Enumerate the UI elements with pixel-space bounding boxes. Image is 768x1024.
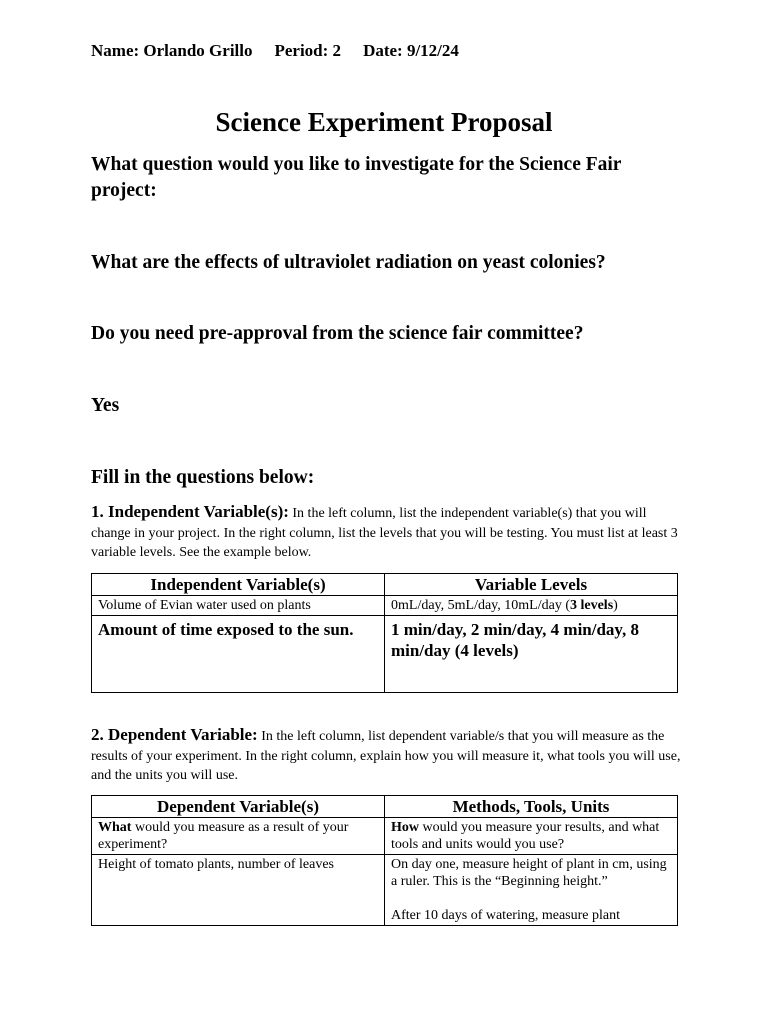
section-dependent-variable-instructions: [91, 725, 681, 786]
page-title: Science Experiment Proposal: [215, 107, 553, 137]
question-investigate: What question would you like to investigate for the Science Fair project:: [91, 154, 622, 201]
answer-independent-variable: Amount of time exposed to the sun.: [92, 616, 385, 693]
example-levels-text: 0mL/day, 5mL/day, 10mL/day (: [391, 598, 570, 613]
prompt-what-keyword: What: [98, 820, 132, 835]
submission-date: Date: 9/12/24: [363, 41, 459, 60]
section-dependent-variable-label: 2. Dependent Variable:: [91, 725, 258, 744]
table-row-example: [92, 596, 678, 616]
example-methods-after-10-days: After 10 days of watering, measure plant: [391, 908, 620, 923]
question-pre-approval: Do you need pre-approval from the science fair committee?: [91, 323, 584, 344]
answer-pre-approval: Yes: [91, 395, 120, 416]
table-row-prompt: [92, 818, 678, 855]
table-row-example: [92, 855, 678, 926]
prompt-how-text: would you measure your results, and what tools and units would you use?: [391, 820, 660, 852]
column-header-dependent-variables: Dependent Variable(s): [92, 796, 385, 818]
answer-investigate: What are the effects of ultraviolet radiation on yeast colonies?: [91, 252, 606, 273]
fill-in-heading: Fill in the questions below:: [91, 467, 315, 488]
example-methods-day-one: On day one, measure height of plant in cm, using a ruler. This is the “Beginning height.”: [391, 857, 667, 889]
class-period: Period: 2: [274, 41, 342, 60]
example-dependent-variable: Height of tomato plants, number of leaves: [92, 855, 385, 926]
example-independent-variable: Volume of Evian water used on plants: [92, 596, 385, 616]
prompt-what-text: would you measure as a result of your experiment?: [98, 820, 349, 852]
prompt-what-measure: [92, 818, 385, 855]
student-info-line: [91, 41, 459, 61]
section-independent-variable-text: In the left column, list the independent variable(s) that you will change in your project. In the right column, list the levels that you will be testing. You must list at least 3 variable levels. See the example below.: [91, 506, 678, 560]
prompt-how-keyword: How: [391, 820, 419, 835]
table-row-answer: [92, 616, 678, 693]
independent-variable-table: [91, 573, 678, 693]
example-levels-close: ): [613, 598, 618, 613]
section-independent-variable-instructions: [91, 502, 681, 563]
table-header-row: [92, 574, 678, 596]
section-dependent-variable-text: In the left column, list dependent variable/s that you will measure as the results of your experiment. In the right column, explain how you will measure it, what tools you will use, and the units you will use.: [91, 729, 681, 783]
example-methods: [385, 855, 678, 926]
column-header-independent-variables: Independent Variable(s): [92, 574, 385, 596]
student-name: Name: Orlando Grillo: [91, 41, 253, 60]
column-header-methods-tools-units: Methods, Tools, Units: [385, 796, 678, 818]
section-independent-variable-label: 1. Independent Variable(s):: [91, 502, 289, 521]
dependent-variable-table: [91, 795, 678, 926]
example-variable-levels: [385, 596, 678, 616]
table-header-row: [92, 796, 678, 818]
column-header-variable-levels: Variable Levels: [385, 574, 678, 596]
answer-variable-levels: 1 min/day, 2 min/day, 4 min/day, 8 min/day (4 levels): [385, 616, 678, 693]
prompt-how-measure: [385, 818, 678, 855]
example-levels-count: 3 levels: [569, 598, 614, 613]
